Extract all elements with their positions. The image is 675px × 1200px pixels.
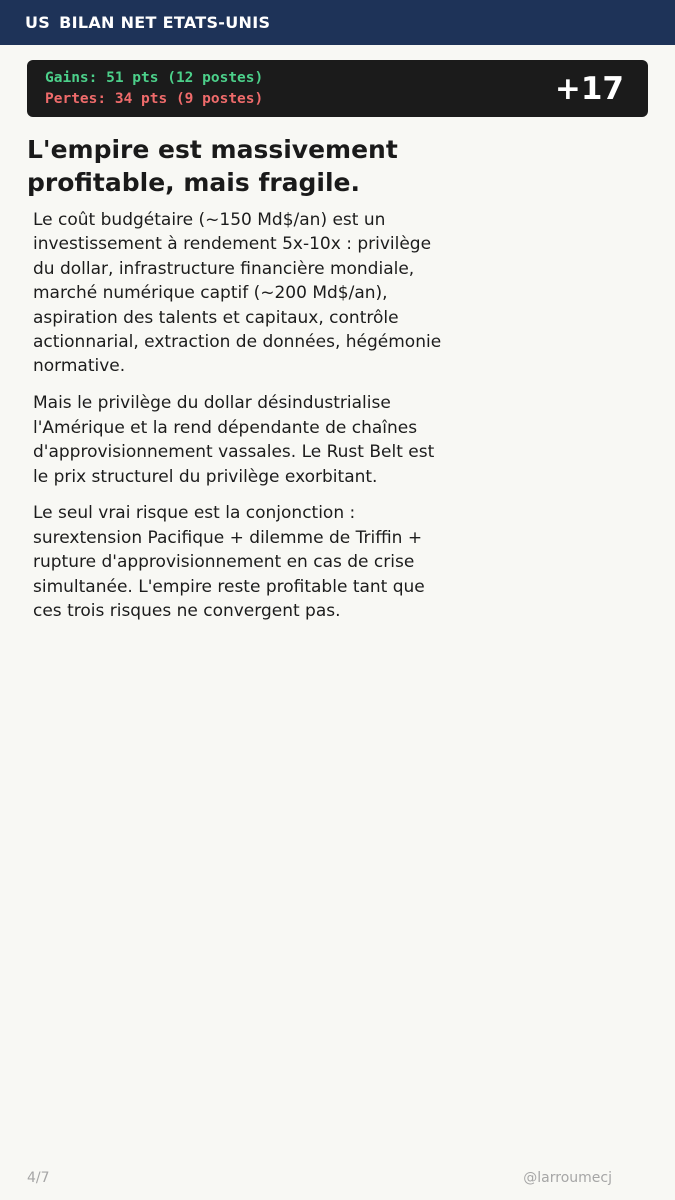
score-box (27, 60, 648, 117)
header-bar (0, 0, 675, 45)
paragraph-2: Mais le privilège du dollar désindustrialise l'Amérique et la rend dépendante de chaînes d'approvisionnement vassales. Le Rust Belt est le prix structurel du privilège exorbitant. (33, 393, 435, 487)
paragraph-1: Le coût budgétaire (~150 Md$/an) est un investissement à rendement 5x-10x : privilège du dollar, infrastructure financière mondiale, marché numérique captif (~200 Md$/an), aspiration des talents et capitaux, contrôle actionnarial, extraction de données, hégémonie normative. (33, 210, 442, 377)
page-number: 4/7 (27, 1170, 50, 1186)
pertes-line: Pertes: 34 pts (9 postes) (45, 91, 264, 107)
paragraph-3: Le seul vrai risque est la conjonction : surextension Pacifique + dilemme de Triffin + rupture d'approvisionnement en cas de crise simultanée. L'empire reste profitable tant que ces trois risques ne convergent pas. (33, 503, 425, 622)
body-text (33, 208, 448, 636)
flag-label: US (25, 13, 51, 32)
header-title: BILAN NET ETATS-UNIS (59, 13, 271, 32)
gains-line: Gains: 51 pts (12 postes) (45, 70, 264, 86)
page-title: L'empire est massivement profitable, mais fragile. (27, 135, 398, 197)
author-handle: @larroumecj (523, 1170, 612, 1186)
score-lines (45, 68, 630, 110)
net-score: +17 (554, 71, 624, 107)
